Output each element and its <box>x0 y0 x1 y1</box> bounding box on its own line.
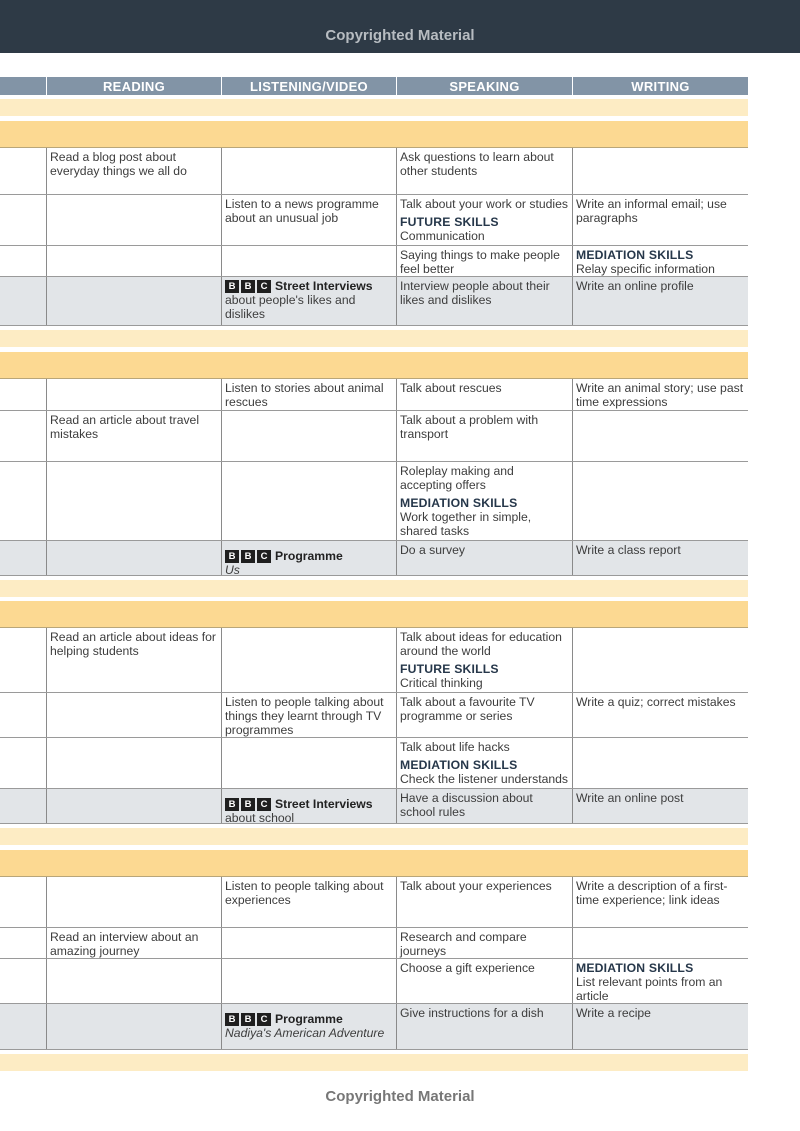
listening-cell <box>221 462 396 540</box>
reading-cell <box>46 738 221 788</box>
table-row <box>0 148 748 195</box>
watermark-bottom: Copyrighted Material <box>325 1088 475 1105</box>
speaking-cell: Interview people about their likes and dislikes <box>396 277 572 325</box>
listening-cell <box>221 928 396 958</box>
writing-cell: Write a class report <box>572 541 748 575</box>
table-row <box>0 628 748 693</box>
lesson-cell <box>0 959 46 1003</box>
reading-cell <box>46 693 221 737</box>
skill-text: Work together in simple, shared tasks <box>400 510 532 538</box>
skill-title: FUTURE SKILLS <box>400 662 499 676</box>
reading-cell: Read an interview about an amazing journey <box>46 928 221 958</box>
reading-cell <box>46 246 221 276</box>
reading-cell: Read an article about ideas for helping students <box>46 628 221 692</box>
listening-cell <box>221 277 396 325</box>
speaking-text: Talk about your work or studies <box>400 197 568 211</box>
bbc-video-title: Programme <box>275 1012 343 1026</box>
unit-band-light <box>0 330 748 347</box>
speaking-cell <box>396 738 572 788</box>
writing-cell <box>572 628 748 692</box>
reading-cell <box>46 541 221 575</box>
writing-cell <box>572 148 748 194</box>
listening-text: about people's likes and dislikes <box>225 293 356 322</box>
skill-text: List relevant points from an article <box>576 975 723 1003</box>
speaking-cell: Talk about a favourite TV programme or series <box>396 693 572 737</box>
table-header <box>0 77 748 95</box>
reading-cell: Read a blog post about everyday things we all do <box>46 148 221 194</box>
writing-cell: Write a quiz; correct mistakes <box>572 693 748 737</box>
table-row <box>0 877 748 928</box>
lesson-cell <box>0 877 46 927</box>
speaking-text: Talk about life hacks <box>400 740 510 754</box>
listening-cell <box>221 628 396 692</box>
lesson-cell <box>0 195 46 245</box>
listening-cell: Listen to people talking about experiences <box>221 877 396 927</box>
bbc-video-title: Street Interviews <box>275 279 373 293</box>
unit-band <box>0 850 748 877</box>
table-row <box>0 541 748 576</box>
listening-cell <box>221 1004 396 1049</box>
reading-cell <box>46 379 221 410</box>
lesson-cell <box>0 411 46 461</box>
lesson-cell <box>0 277 46 325</box>
bbc-logo-icon: B B C <box>225 1013 271 1026</box>
table-row <box>0 693 748 738</box>
skill-title: MEDIATION SKILLS <box>400 758 518 772</box>
writing-cell: Write an animal story; use past time expressions <box>572 379 748 410</box>
speaking-cell: Have a discussion about school rules <box>396 789 572 823</box>
lesson-cell <box>0 928 46 958</box>
reading-cell <box>46 789 221 823</box>
writing-cell: Write an informal email; use paragraphs <box>572 195 748 245</box>
reading-cell <box>46 462 221 540</box>
reading-cell: Read an article about travel mistakes <box>46 411 221 461</box>
speaking-cell: Do a survey <box>396 541 572 575</box>
listening-text: about school <box>225 811 295 826</box>
reading-cell <box>46 1004 221 1049</box>
listening-cell <box>221 541 396 578</box>
lesson-cell <box>0 789 46 823</box>
writing-cell <box>572 738 748 788</box>
table-row <box>0 379 748 411</box>
watermark-top: Copyrighted Material <box>325 27 475 44</box>
listening-cell: Listen to people talking about things they learnt through TV programmes <box>221 693 396 737</box>
lesson-cell <box>0 693 46 737</box>
unit-band <box>0 352 748 379</box>
speaking-cell: Talk about your experiences <box>396 877 572 927</box>
lesson-cell <box>0 628 46 692</box>
listening-text: Us <box>225 563 240 578</box>
skill-title: MEDIATION SKILLS <box>576 248 694 262</box>
writing-cell: Write an online profile <box>572 277 748 325</box>
speaking-cell: Give instructions for a dish <box>396 1004 572 1049</box>
speaking-cell: Saying things to make people feel better <box>396 246 572 276</box>
skill-text: Check the listener understands <box>400 772 569 786</box>
skill-title: MEDIATION SKILLS <box>400 496 518 510</box>
header-reading: READING <box>46 77 221 95</box>
writing-cell <box>572 959 748 1003</box>
speaking-cell: Choose a gift experience <box>396 959 572 1003</box>
table-row <box>0 959 748 1004</box>
lesson-cell <box>0 148 46 194</box>
speaking-text: Roleplay making and accepting offers <box>400 464 514 492</box>
table-row <box>0 246 748 277</box>
writing-cell <box>572 462 748 540</box>
listening-cell <box>221 738 396 788</box>
listening-cell <box>221 789 396 826</box>
unit-band-light <box>0 580 748 597</box>
reading-cell <box>46 877 221 927</box>
speaking-text: Talk about ideas for education around the world <box>400 630 562 658</box>
unit-band-light <box>0 1054 748 1071</box>
speaking-cell <box>396 462 572 540</box>
lesson-cell <box>0 379 46 410</box>
unit-band <box>0 601 748 628</box>
table-row <box>0 738 748 789</box>
skill-text: Relay specific information <box>576 262 715 276</box>
lesson-cell <box>0 246 46 276</box>
speaking-cell: Talk about a problem with transport <box>396 411 572 461</box>
listening-text: Nadiya's American Adventure <box>225 1026 385 1041</box>
table-row <box>0 277 748 326</box>
table-row <box>0 789 748 824</box>
writing-cell <box>572 411 748 461</box>
reading-cell <box>46 277 221 325</box>
skill-title: MEDIATION SKILLS <box>576 961 694 975</box>
header-listening: LISTENING/VIDEO <box>221 77 396 95</box>
lesson-cell <box>0 1004 46 1049</box>
table-row <box>0 411 748 462</box>
table-row <box>0 1004 748 1050</box>
speaking-cell <box>396 195 572 245</box>
skill-text: Communication <box>400 229 485 243</box>
listening-cell <box>221 411 396 461</box>
unit-band-light <box>0 828 748 845</box>
bbc-logo-icon: B B C <box>225 550 271 563</box>
skill-text: Critical thinking <box>400 676 483 690</box>
listening-cell: Listen to stories about animal rescues <box>221 379 396 410</box>
writing-cell: Write a description of a first-time experience; link ideas <box>572 877 748 927</box>
lesson-cell <box>0 738 46 788</box>
bbc-video-title: Programme <box>275 549 343 563</box>
table-row <box>0 462 748 541</box>
speaking-cell: Talk about rescues <box>396 379 572 410</box>
writing-cell <box>572 246 748 276</box>
unit-band <box>0 121 748 148</box>
reading-cell <box>46 195 221 245</box>
top-bar <box>0 0 800 53</box>
lesson-cell <box>0 541 46 575</box>
header-speaking: SPEAKING <box>396 77 572 95</box>
writing-cell: Write a recipe <box>572 1004 748 1049</box>
header-writing: WRITING <box>572 77 748 95</box>
listening-cell: Listen to a news programme about an unusual job <box>221 195 396 245</box>
writing-cell <box>572 928 748 958</box>
bbc-logo-icon: B B C <box>225 798 271 811</box>
speaking-cell <box>396 628 572 692</box>
listening-cell <box>221 246 396 276</box>
skill-title: FUTURE SKILLS <box>400 215 499 229</box>
listening-cell <box>221 959 396 1003</box>
bbc-video-title: Street Interviews <box>275 797 373 811</box>
table-row <box>0 195 748 246</box>
bbc-logo-icon: B B C <box>225 280 271 293</box>
speaking-cell: Ask questions to learn about other students <box>396 148 572 194</box>
speaking-cell: Research and compare journeys <box>396 928 572 958</box>
reading-cell <box>46 959 221 1003</box>
table-row <box>0 928 748 959</box>
writing-cell: Write an online post <box>572 789 748 823</box>
listening-cell <box>221 148 396 194</box>
unit-band-light <box>0 99 748 116</box>
lesson-cell <box>0 462 46 540</box>
